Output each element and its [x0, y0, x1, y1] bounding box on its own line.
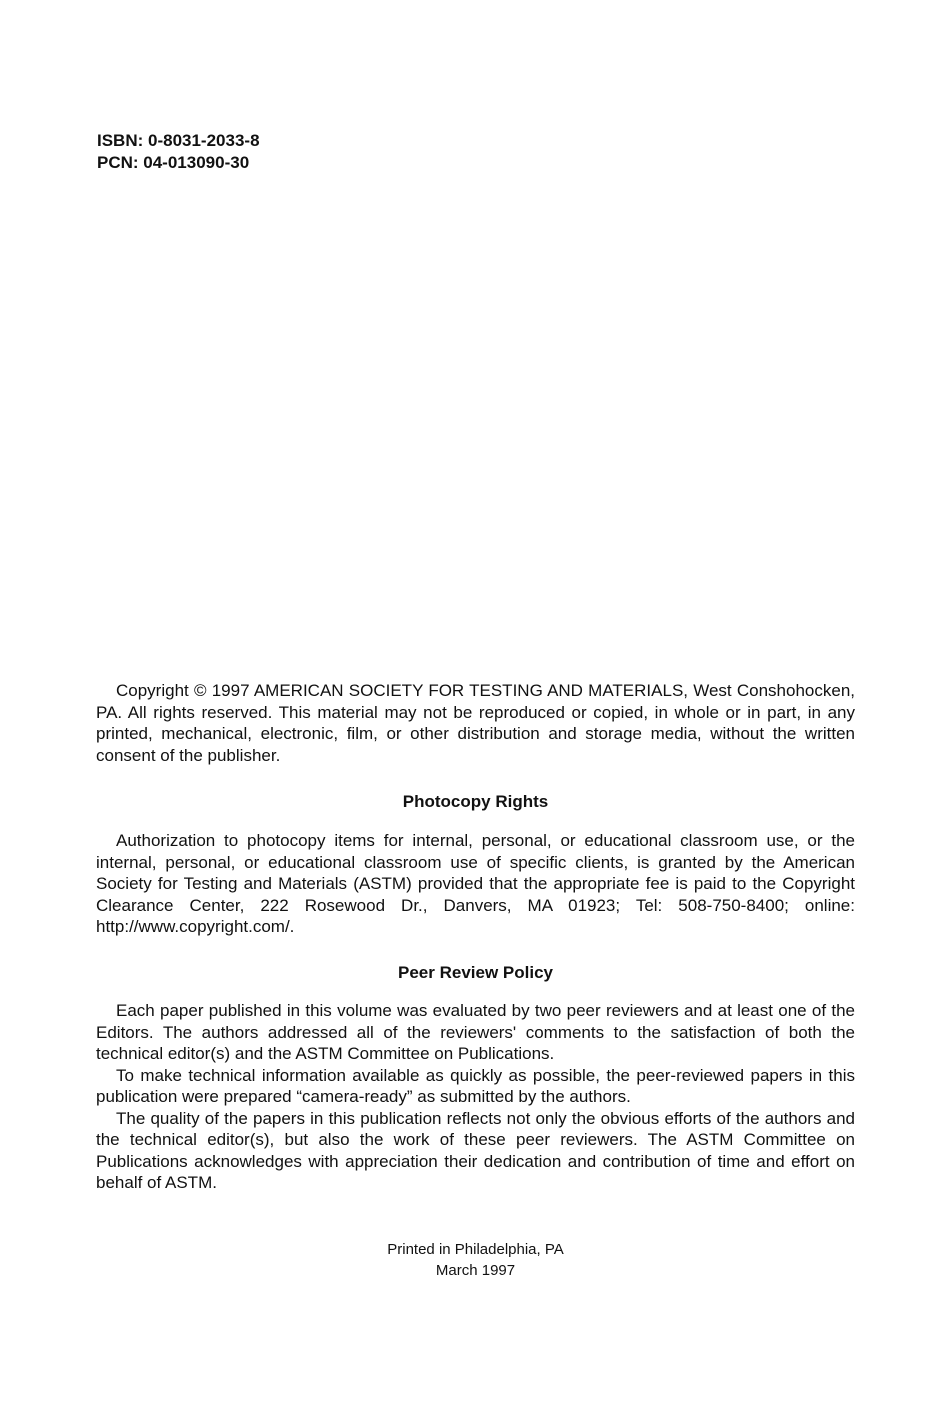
peer-review-heading: Peer Review Policy	[398, 963, 553, 982]
peer-review-text	[96, 1000, 855, 1194]
printed-date: March 1997	[435, 1262, 516, 1279]
copyright-notice: Copyright © 1997 AMERICAN SOCIETY FOR TESTING AND MATERIALS, West Conshohocken, PA. All rights reserved. This material may not be reproduced or copied, in whole or in part, in any printed, mechanical, electronic, film, or other distribution and storage media, without the written consent of the publisher.	[96, 681, 855, 765]
peer-review-paragraph: The quality of the papers in this publication reflects not only the obvious efforts of the authors and the technical editor(s), but also the work of these peer reviewers. The ASTM Committee on Publications acknowledges with appreciation their dedication and contribution of time and effort on behalf of ASTM.	[96, 1108, 855, 1192]
pcn-line: PCN: 04-013090-30	[97, 153, 250, 172]
peer-review-paragraph: To make technical information available as quickly as possible, the peer-reviewed papers in this publication were prepared “camera-ready” as submitted by the authors.	[96, 1065, 855, 1106]
peer-review-paragraph: Each paper published in this volume was evaluated by two peer reviewers and at least one of the Editors. The authors addressed all of the reviewers' comments to the satisfaction of both the technical editor(s) and the ASTM Committee on Publications.	[96, 1001, 855, 1063]
imprint-block	[96, 1239, 855, 1281]
photocopy-rights-text: Authorization to photocopy items for internal, personal, or educational classroom use, or the internal, personal, or educational classroom use of specific clients, is granted by the American Society for Testing and Materials (ASTM) provided that the appropriate fee is paid to the Copyright Clearance Center, 222 Rosewood Dr., Danvers, MA 01923; Tel: 508-750-8400; online: http://www.copyright.com/.	[96, 831, 855, 936]
photocopy-rights-heading: Photocopy Rights	[402, 792, 549, 811]
isbn-line: ISBN: 0-8031-2033-8	[97, 131, 260, 150]
identifier-block	[97, 130, 260, 174]
printed-location: Printed in Philadelphia, PA	[387, 1241, 564, 1258]
